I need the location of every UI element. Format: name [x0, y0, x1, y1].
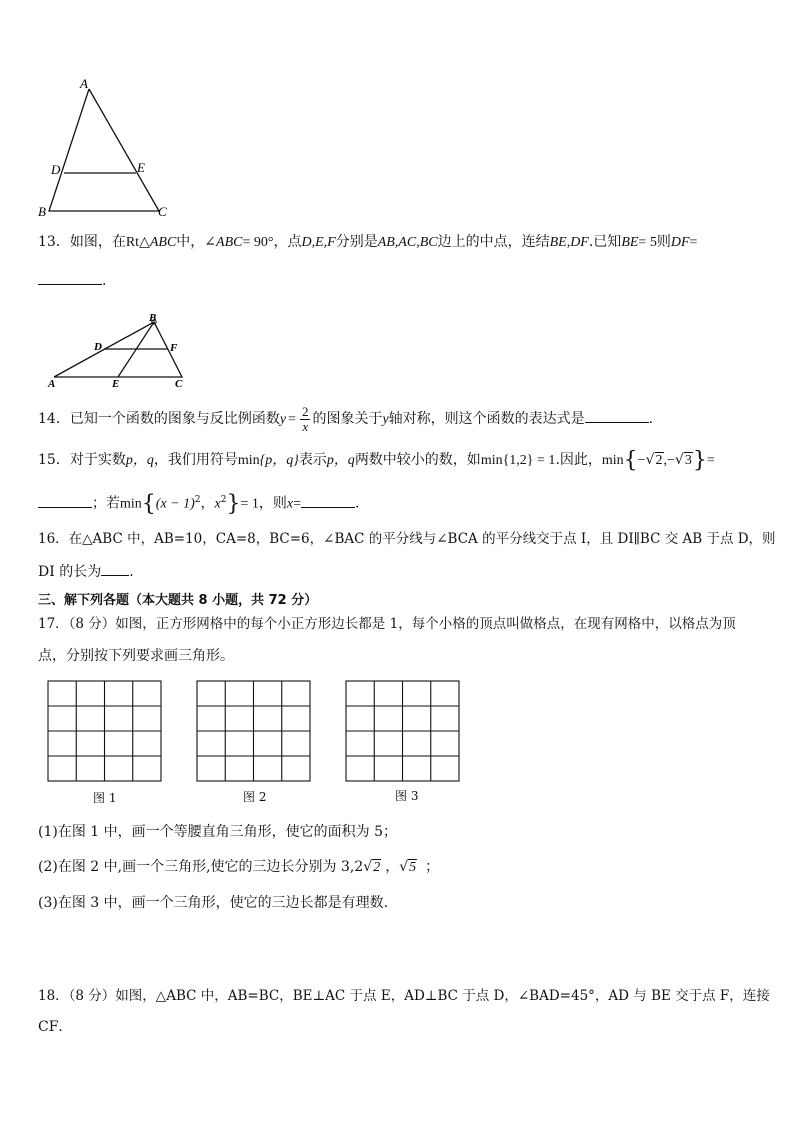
q15-number: 15．	[38, 452, 70, 468]
q13-t4: 分别是	[335, 234, 378, 250]
q13-t2: 中，	[176, 234, 205, 250]
q15-eq-x: =	[293, 496, 301, 512]
q15-t7: ，则	[258, 495, 287, 512]
q15-t6: ；若	[92, 495, 120, 512]
q16-line2	[38, 561, 134, 582]
q15-lbrace: {	[623, 448, 638, 473]
q16-line2a: DI 的长为	[38, 564, 102, 580]
label-d: D	[51, 162, 61, 177]
q15-answer-blank-2[interactable]	[301, 493, 355, 508]
q15-radicand-3: 3	[684, 453, 692, 468]
q13-answer-line	[38, 270, 106, 291]
label-b: B	[38, 204, 46, 219]
label-a: A	[48, 378, 56, 390]
caption-figure-2: 图 2	[243, 790, 267, 804]
q17-sub3: (3)在图 3 中，画一个三角形，使它的三边长都是有理数.	[38, 895, 389, 911]
q13-t7: 则	[656, 234, 671, 250]
q14-t3: 轴对称，则这个函数的表达式是	[388, 411, 585, 427]
q16-line1: 16．在△ABC 中，AB=10，CA=8，BC=6，∠BAC 的平分线与∠BCA 的平分线交于点 I，且 DI∥BC 交 AB 于点 D，则	[38, 531, 776, 547]
q17-line2: 点，分别按下列要求画三角形。	[38, 648, 234, 664]
q13-t5: 边上的中点，连结	[437, 234, 550, 250]
q13-abc: ABC	[149, 235, 177, 250]
q14-yaxis: y	[382, 412, 389, 427]
q15-min: min	[237, 453, 260, 468]
q16-end: .	[129, 564, 134, 580]
q15-t1: 对于实数	[69, 452, 126, 468]
q13-angle: ∠	[204, 234, 217, 250]
caption-figure-3: 图 3	[395, 789, 419, 803]
q15-t3: 表示	[298, 452, 327, 468]
q17-radicand-2: 2	[373, 860, 381, 875]
label-c: C	[175, 378, 183, 390]
q17-sub2-end: ；	[425, 859, 440, 875]
q15-line2: ；若$\min\{(x - 1)^2$，$x^2\}= 1$，则x= .	[38, 490, 359, 515]
q13-t6: .已知	[588, 234, 622, 250]
q14-end: .	[648, 411, 654, 427]
q13-t1: 如图，在	[69, 234, 126, 250]
q13-df: DF	[670, 235, 690, 250]
q16-answer-blank[interactable]	[101, 561, 129, 576]
q15-pq: p，q	[125, 453, 154, 468]
q14-text	[38, 403, 653, 436]
q15-expr-a: (x − 1)	[155, 496, 195, 512]
q15-t5: .因此，	[555, 452, 602, 468]
q14-answer-blank[interactable]	[585, 408, 649, 423]
q13-def: D,E,F	[301, 235, 336, 250]
section-3-title: 三、解下列各题（本大题共 8 小题，共 72 分）	[38, 593, 318, 608]
q13-answer-blank[interactable]	[38, 270, 102, 285]
q15-end: .	[355, 495, 360, 512]
q15-radicand-2: 2	[655, 453, 663, 468]
triangle-ade-figure	[34, 76, 184, 222]
q13-eq5: = 5	[638, 235, 657, 250]
q15-sqrt-sign: √	[645, 452, 655, 468]
q13-eq90: = 90°	[242, 235, 274, 250]
q17-sub2-comma: ，	[385, 859, 400, 875]
q17-sub2	[38, 857, 439, 878]
q13-sides: AB,AC,BC	[377, 235, 438, 250]
q15-x: x	[286, 496, 294, 512]
q13-be: BE	[621, 235, 639, 250]
q14-fraction	[300, 405, 311, 434]
q15-min2: min	[601, 453, 624, 468]
label-e: E	[137, 160, 145, 175]
q15-t2: ，我们用符号	[153, 452, 238, 468]
label-b: B	[149, 312, 157, 324]
q15-example: min{1,2} = 1	[480, 453, 556, 468]
q13-tri: △	[139, 234, 150, 250]
q14-t2: 的图象关于	[312, 411, 383, 427]
q13-end: .	[102, 273, 107, 289]
q18-line1: 18．（8 分）如图，△ABC 中，AB=BC，BE⊥AC 于点 E，AD⊥BC 于点 D，∠BAD=45°，AD 与 BE 交于点 F，连接	[38, 988, 770, 1004]
grid-figure-1	[47, 680, 163, 782]
q15-sup2b: 2	[220, 495, 227, 505]
q15-sup2a: 2	[194, 495, 201, 505]
q17-sub2a: (2)在图 2 中,画一个三角形,使它的三边长分别为 3,2	[38, 859, 364, 875]
q15-eq1: = 1	[240, 496, 259, 512]
q14-eq: =	[288, 412, 296, 427]
q14-t1: 已知一个函数的图象与反比例函数	[69, 411, 280, 427]
q13-abc2: ABC	[216, 235, 243, 250]
triangle-abc-outline	[49, 89, 159, 211]
q17-sqrt-sign-2: √	[399, 859, 409, 875]
q14-number: 14．	[38, 411, 70, 427]
q15-min3: min	[120, 496, 142, 512]
label-a: A	[80, 76, 88, 91]
q15-pq2: p，q	[326, 453, 355, 468]
label-c: C	[158, 204, 167, 219]
q17-sqrt-sign: √	[363, 859, 373, 875]
q15-t4: 两数中较小的数，如	[354, 452, 481, 468]
q15-comma-neg: ,−	[663, 453, 675, 468]
q13-eq: =	[689, 235, 698, 250]
q14-numerator: 2	[301, 403, 309, 419]
q13-rt: Rt	[125, 235, 140, 250]
label-e: E	[112, 378, 120, 390]
q17-line1: 17．（8 分）如图，正方形网格中的每个小正方形边长都是 1，每个小格的顶点叫做格点，在现有网格中，以格点为顶	[38, 616, 736, 632]
q15-answer-blank-1[interactable]	[38, 493, 92, 508]
q13-number: 13．	[38, 234, 70, 250]
q18-line2: CF．	[38, 1019, 73, 1035]
q13-figure	[44, 310, 194, 392]
caption-figure-1: 图 1	[93, 791, 117, 805]
grid-figure-3	[345, 680, 461, 782]
q15-rbrace: }	[692, 448, 707, 473]
label-d: D	[94, 341, 102, 353]
q17-radicand-5: 5	[409, 860, 417, 875]
q17-sub1: (1)在图 1 中，画一个等腰直角三角形，使它的面积为 5；	[38, 824, 397, 840]
q14-y: y	[279, 412, 287, 427]
q15-sqrt-sign-2: √	[674, 452, 684, 468]
q15-line1	[38, 450, 715, 471]
q15-eq: =	[706, 453, 715, 468]
q15-expr-b: x	[214, 496, 221, 512]
q15-comma: ，	[200, 495, 215, 512]
q15-pq-set: {p，q}	[259, 453, 299, 468]
q15-neg: −	[637, 453, 646, 468]
label-f: F	[170, 342, 178, 354]
grid-figure-2	[196, 680, 312, 782]
q13-text	[38, 232, 697, 253]
q14-denominator: x	[302, 418, 309, 434]
q13-t3: ，点	[273, 234, 302, 250]
q13-be-df: BE,DF	[549, 235, 589, 250]
